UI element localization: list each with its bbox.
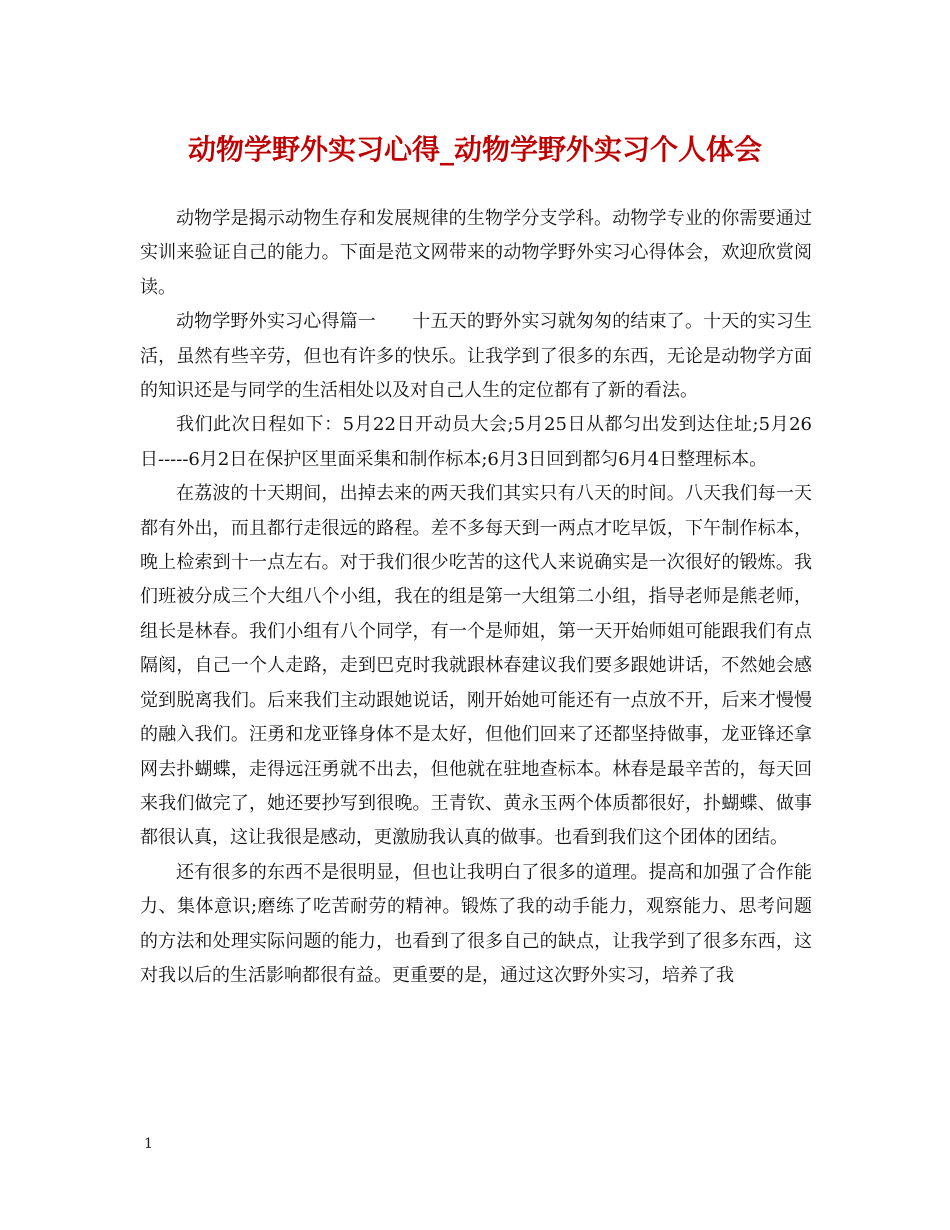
page-number: 1 (144, 1136, 153, 1152)
paragraph-lessons: 还有很多的东西不是很明显，但也让我明白了很多的道理。提高和加强了合作能力、集体意识;磨练了吃苦耐劳的精神。锻炼了我的动手能力，观察能力、思考问题的方法和处理实际问题的能力，也看到了很多自己的缺点，让我学到了很多东西，这对我以后的生活影响都很有益。更重要的是，通过这次野外实习，培养了我 (140, 861, 812, 986)
paragraph-intro: 动物学是揭示动物生存和发展规律的生物学分支学科。动物学专业的你需要通过实训来验证自己的能力。下面是范文网带来的动物学野外实习心得体会，欢迎欣赏阅读。 (140, 208, 812, 298)
paragraph-schedule: 我们此次日程如下：5月22日开动员大会;5月25日从都匀出发到达住址;5月26日-----6月2日在保护区里面采集和制作标本;6月3日回到都匀6月4日整理标本。 (140, 414, 812, 470)
document-title: 动物学野外实习心得_动物学野外实习个人体会 (187, 133, 762, 166)
document-body (140, 202, 812, 993)
paragraph-libo-experience: 在荔波的十天期间，出掉去来的两天我们其实只有八天的时间。八天我们每一天都有外出，而且都行走很远的路程。差不多每天到一两点才吃早饭，下午制作标本，晚上检索到十一点左右。对于我们很少吃苦的这代人来说确实是一次很好的锻炼。我们班被分成三个大组八个小组，我在的组是第一大组第二小组，指导老师是熊老师，组长是林春。我们小组有八个同学，有一个是师姐，第一天开始师姐可能跟我们有点隔阂，自己一个人走路，走到巴克时我就跟林春建议我们要多跟她讲话，不然她会感觉到脱离我们。后来我们主动跟她说话，刚开始她可能还有一点放不开，后来才慢慢的融入我们。汪勇和龙亚锋身体不是太好，但他们回来了还都坚持做事，龙亚锋还拿网去扑蝴蝶，走得远汪勇就不出去，但他就在驻地查标本。林春是最辛苦的，每天回来我们做完了，她还要抄写到很晚。王青钦、黄永玉两个体质都很好，扑蝴蝶、做事都很认真，这让我很是感动，更激励我认真的做事。也看到我们这个团体的团结。 (140, 483, 812, 849)
paragraph-part-one: 动物学野外实习心得篇一 十五天的野外实习就匆匆的结束了。十天的实习生活，虽然有些辛劳，但也有许多的快乐。让我学到了很多的东西，无论是动物学方面的知识还是与同学的生活相处以及对自己人生的定位都有了新的看法。 (140, 311, 812, 402)
